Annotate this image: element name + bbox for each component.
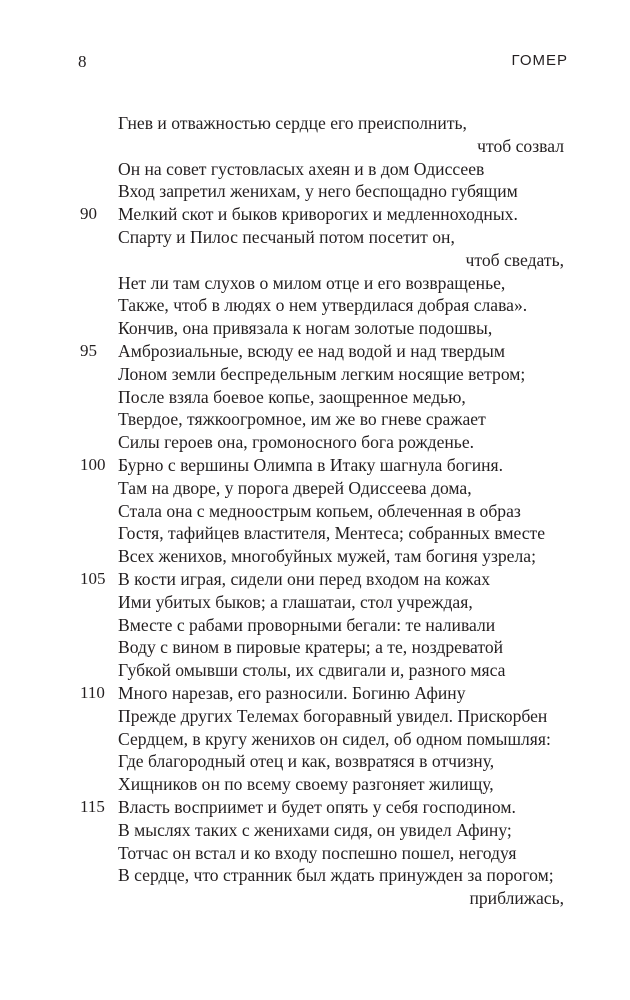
verse-text: Твердое, тяжкоогромное, им же во гневе сражает — [118, 409, 486, 430]
line-number: 95 — [80, 340, 97, 360]
verse-text: Мелкий скот и быков криворогих и медленноходных. — [118, 204, 518, 225]
verse-line-continuation — [0, 887, 630, 910]
line-number: 105 — [80, 568, 106, 588]
verse-text: Вместе с рабами проворными бегали: те наливали — [118, 614, 496, 635]
verse-text: Ими убитых быков; а глашатаи, стол учреждая, — [118, 591, 473, 612]
verse-line — [0, 842, 630, 865]
verse-text: Нет ли там слухов о милом отце и его возвращенье, — [118, 272, 506, 293]
verse-line — [0, 864, 630, 887]
verse-text: Гнев и отважностью сердце его преисполнить, — [118, 113, 467, 133]
verse-line — [0, 819, 630, 842]
verse-text: В мыслях таких с женихами сидя, он увидел Афину; — [118, 819, 512, 840]
verse-line — [0, 636, 630, 659]
verse-line — [0, 386, 630, 409]
verse-line — [0, 112, 630, 135]
verse-text: Также, чтоб в людях о нем утвердилася добрая слава». — [118, 295, 528, 316]
verse-text: Тотчас он встал и ко входу поспешно пошел, негодуя — [118, 842, 517, 863]
line-number: 90 — [80, 204, 97, 224]
verse-text: чтоб созвал — [477, 135, 564, 156]
verse-text: Спарту и Пилос песчаный потом посетит он, — [118, 226, 455, 247]
verse-line — [0, 750, 630, 773]
verse-text: приближась, — [469, 888, 564, 909]
verse-text: Амброзиальные, всюду ее над водой и над твердым — [118, 340, 505, 361]
verse-line — [0, 796, 630, 819]
verse-text: Сердцем, в кругу женихов он сидел, об одном помышляя: — [118, 728, 551, 749]
page-number: 8 — [78, 52, 87, 71]
verse-text: Он на совет густовласых ахеян и в дом Одиссеев — [118, 158, 485, 179]
verse-line — [0, 614, 630, 637]
verse-line — [0, 545, 630, 568]
verse-text: чтоб сведать, — [465, 249, 564, 270]
verse-line — [0, 591, 630, 614]
verse-text: Хищников он по всему своему разгоняет жилищу, — [118, 774, 494, 795]
verse-text: Вход запретил женихам, у него беспощадно губящим — [118, 181, 518, 202]
verse-text: Губкой омывши столы, их сдвигали и, разного мяса — [118, 660, 506, 681]
verse-text: Стала она с медноострым копьем, облеченная в образ — [118, 500, 521, 521]
line-number: 115 — [80, 796, 105, 816]
verse-text: Прежде других Телемах богоравный увидел. Прискорбен — [118, 705, 548, 726]
verse-line-continuation — [0, 249, 630, 272]
verse-line — [0, 477, 630, 500]
verse-text: Всех женихов, многобуйных мужей, там богиня узрела; — [118, 546, 536, 567]
verse-text: Гостя, тафийцев властителя, Ментеса; собранных вместе — [118, 523, 546, 544]
verse-line — [0, 340, 630, 363]
verse-text: Воду с вином в пировые кратеры; а те, ноздреватой — [118, 637, 504, 658]
verse-line — [0, 408, 630, 431]
verse-text: Власть восприимет и будет опять у себя господином. — [118, 796, 516, 817]
verse-line-continuation — [0, 135, 630, 158]
verse-line — [0, 317, 630, 340]
verse-line — [0, 158, 630, 181]
verse-text: Где благородный отец и как, возвратяся в отчизну, — [118, 751, 495, 772]
verse-line — [0, 728, 630, 751]
verse-line — [0, 363, 630, 386]
verse-text: Бурно с вершины Олимпа в Итаку шагнула богиня. — [118, 454, 504, 475]
verse-line — [0, 659, 630, 682]
running-title: ГОМЕР — [511, 52, 568, 69]
verse-line — [0, 705, 630, 728]
verse-line — [0, 226, 630, 249]
verse-text: В сердце, что странник был ждать принужден за порогом; — [118, 865, 554, 886]
verse-text: Лоном земли беспредельным легким носящие ветром; — [118, 363, 526, 384]
verse-line — [0, 180, 630, 203]
verse-line — [0, 272, 630, 295]
verse-line — [0, 454, 630, 477]
verse-line — [0, 568, 630, 591]
verse-line — [0, 500, 630, 523]
running-header — [78, 52, 568, 76]
line-number: 110 — [80, 682, 105, 702]
verse-text: После взяла боевое копье, заощренное медью, — [118, 386, 466, 407]
verse-line — [0, 522, 630, 545]
verse-line — [0, 682, 630, 705]
verse-text: В кости играя, сидели они перед входом на кожах — [118, 568, 491, 589]
verse-text: Много нарезав, его разносили. Богиню Афину — [118, 682, 466, 703]
line-number: 100 — [80, 454, 106, 474]
verse-text: Кончив, она привязала к ногам золотые подошвы, — [118, 318, 493, 339]
verse-line — [0, 773, 630, 796]
verse-line — [0, 294, 630, 317]
verse-line — [0, 203, 630, 226]
verse-text: Силы героев она, громоносного бога рожденье. — [118, 432, 475, 453]
verse-line — [0, 431, 630, 454]
poem-text — [0, 112, 630, 910]
verse-text: Там на дворе, у порога дверей Одиссеева дома, — [118, 477, 472, 498]
